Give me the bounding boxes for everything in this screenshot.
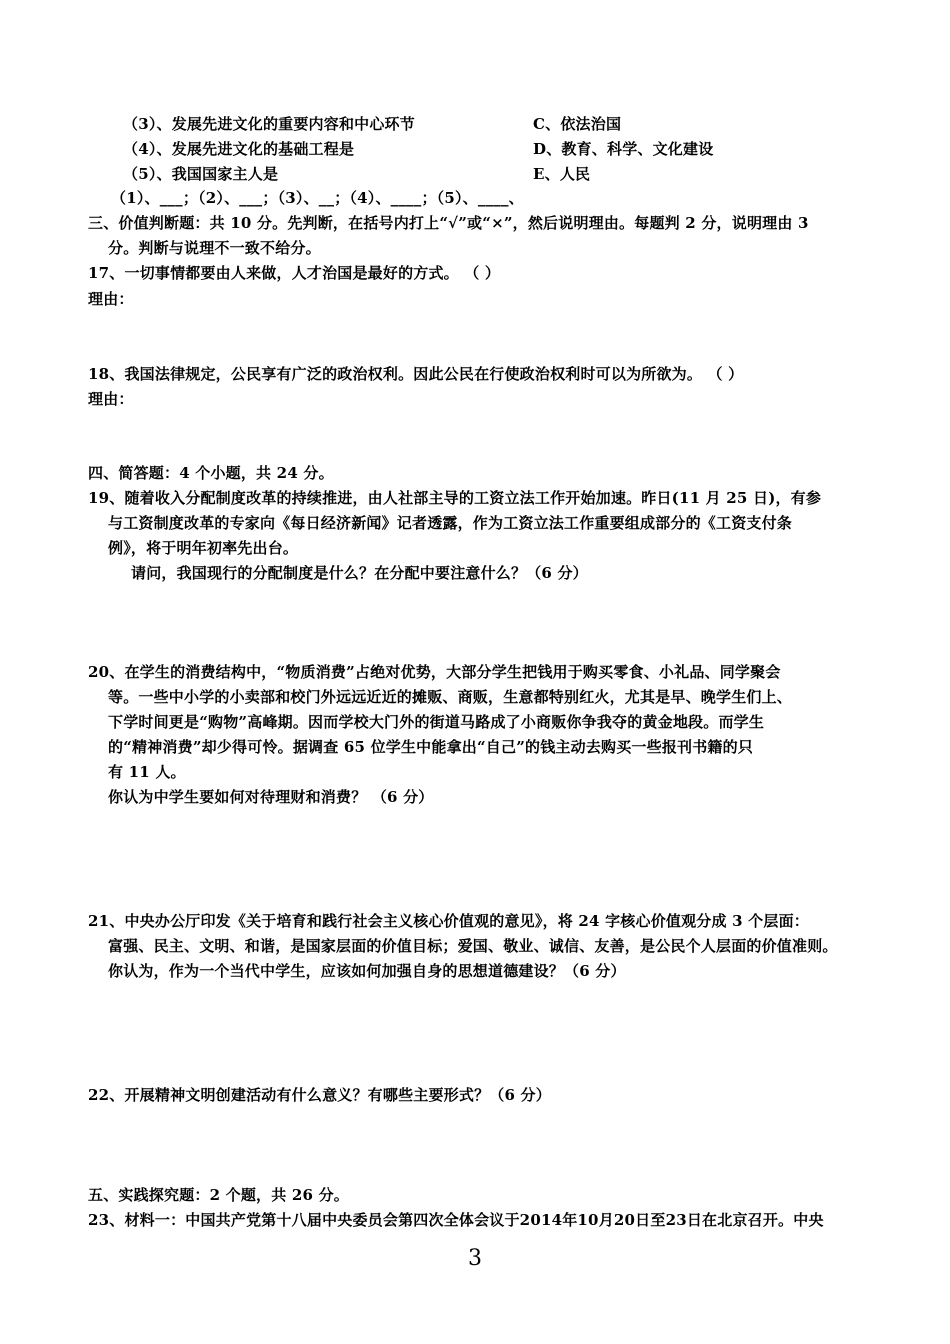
question-18-reason: 理由： (88, 390, 134, 408)
question-23-line-1: 23、材料一：中国共产党第十八届中央委员会第四次全体会议于2014年10月20日至23日在北京召开。中央 (88, 1211, 824, 1229)
question-20-line-5: 有 11 人。 (108, 763, 186, 781)
question-19-line-1: 19、随着收入分配制度改革的持续推进，由人社部主导的工资立法工作开始加速。昨日(11 月 25 日)，有参 (88, 489, 822, 507)
question-20-line-2: 等。一些中小学的小卖部和校门外远远近近的摊贩、商贩，生意都特别红火，尤其是早、晚学生们上、 (108, 688, 793, 706)
question-21-ask: 你认为，作为一个当代中学生，应该如何加强自身的思想道德建设？（6 分） (108, 962, 626, 980)
question-20-ask: 你认为中学生要如何对待理财和消费？ （6 分） (108, 788, 434, 806)
match-option-d: D、教育、科学、文化建设 (533, 140, 714, 158)
question-17-reason: 理由： (88, 290, 134, 308)
question-20-line-1: 20、在学生的消费结构中，“物质消费”占绝对优势，大部分学生把钱用于购买零食、小礼品、同学聚会 (88, 663, 781, 681)
question-22: 22、开展精神文明创建活动有什么意义？有哪些主要形式？（6 分） (88, 1086, 551, 1104)
match-item-4: （4）、发展先进文化的基础工程是 (123, 140, 355, 158)
match-answer-line: （1）、___；（2）、___；（3）、__；（4）、____；（5）、____、 (111, 189, 524, 207)
match-option-e: E、人民 (533, 165, 591, 183)
question-20-line-3: 下学时间更是“购物”高峰期。因而学校大门外的街道马路成了小商贩你争我夺的黄金地段。而学生 (108, 713, 765, 731)
match-option-c: C、依法治国 (533, 115, 622, 133)
section-3-heading: 三、价值判断题：共 10 分。先判断，在括号内打上“√”或“×”，然后说明理由。每题判 2 分，说明理由 3 (88, 214, 809, 232)
section-3-heading-cont: 分。判断与说理不一致不给分。 (108, 239, 321, 257)
section-5-heading: 五、实践探究题：2 个题，共 26 分。 (88, 1186, 349, 1204)
question-19-line-3: 例》，将于明年初率先出台。 (108, 539, 299, 557)
section-4-heading: 四、简答题：4 个小题，共 24 分。 (88, 464, 334, 482)
question-19-ask: 请问，我国现行的分配制度是什么？在分配中要注意什么？（6 分） (131, 564, 588, 582)
question-21-line-1: 21、中央办公厅印发《关于培育和践行社会主义核心价值观的意见》，将 24 字核心价值观分成 3 个层面： (88, 912, 809, 930)
question-20-line-4: 的“精神消费”却少得可怜。据调查 65 位学生中能拿出“自己”的钱主动去购买一些报刊书籍的只 (108, 738, 754, 756)
match-item-5: （5）、我国国家主人是 (123, 165, 279, 183)
question-21-line-2: 富强、民主、文明、和谐，是国家层面的价值目标；爱国、敬业、诚信、友善，是公民个人层面的价值准则。 (108, 937, 838, 955)
question-17: 17、一切事情都要由人来做，人才治国是最好的方式。 （ ） (88, 264, 501, 282)
question-19-line-2: 与工资制度改革的专家向《每日经济新闻》记者透露，作为工资立法工作重要组成部分的《工资支付条 (108, 514, 793, 532)
page-number: 3 (468, 1246, 482, 1271)
question-18: 18、我国法律规定，公民享有广泛的政治权利。因此公民在行使政治权利时可以为所欲为。 （ ） (88, 365, 744, 383)
match-item-3: （3）、发展先进文化的重要内容和中心环节 (123, 115, 415, 133)
